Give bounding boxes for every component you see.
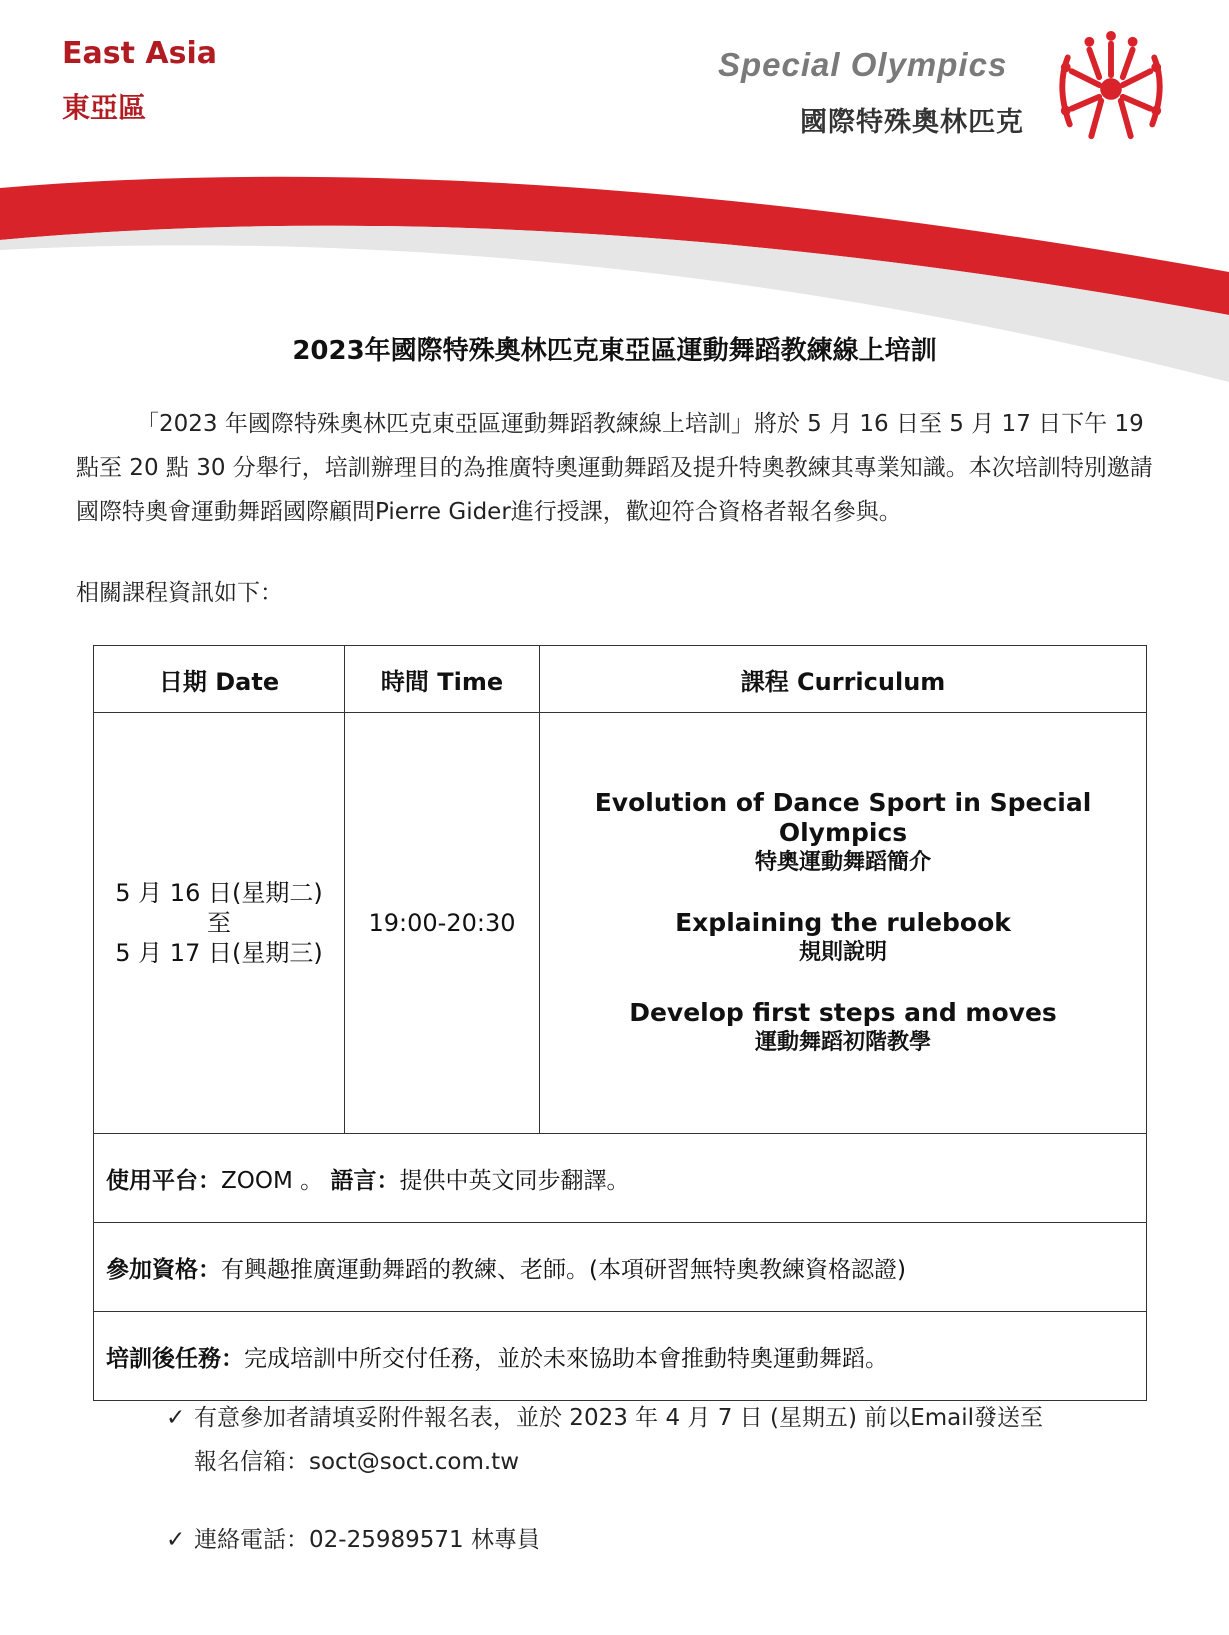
platform-row bbox=[94, 1134, 1147, 1223]
curriculum-item-en: Develop first steps and moves bbox=[629, 998, 1057, 1027]
eligibility-label: 參加資格： bbox=[106, 1256, 221, 1283]
region-name-en: East Asia bbox=[62, 36, 217, 71]
course-table bbox=[93, 645, 1147, 1401]
curriculum-item-zh: 規則說明 bbox=[798, 940, 887, 965]
brand-name-en: Special Olympics bbox=[718, 46, 1008, 83]
curriculum-item bbox=[541, 998, 1145, 1058]
check-mark-icon: ✓ bbox=[166, 1527, 186, 1553]
language-label: 語言： bbox=[330, 1167, 400, 1194]
intro-paragraph: 「2023 年國際特殊奧林匹克東亞區運動舞蹈教練線上培訓」將於 5 月 16 日至 5 月 17 日下午 19 點至 20 點 30 分舉行，培訓辦理目的為推廣特奧運動舞蹈及提升特奧教練其專業知識。本次培訓特別邀請國際特奧會運動舞蹈國際顧問Pierre Gider進行授課，歡迎符合資格者報名參與。 bbox=[76, 411, 1153, 525]
registration-note bbox=[166, 1396, 1043, 1484]
date-to: 至 bbox=[207, 909, 231, 937]
eligibility-cell bbox=[94, 1223, 1147, 1312]
task-cell bbox=[94, 1312, 1147, 1401]
check-mark-icon: ✓ bbox=[166, 1405, 186, 1431]
task-label: 培訓後任務： bbox=[106, 1345, 244, 1372]
registration-line-2: 報名信箱：soct@soct.com.tw bbox=[194, 1449, 520, 1475]
special-olympics-logo-icon bbox=[1052, 28, 1170, 146]
eligibility-row bbox=[94, 1223, 1147, 1312]
registration-line-1: 有意參加者請填妥附件報名表，並於 2023 年 4 月 7 日 (星期五) 前以Email發送至 bbox=[194, 1405, 1044, 1431]
date-end: 5 月 17 日(星期三) bbox=[115, 939, 323, 967]
contact-note bbox=[166, 1518, 540, 1562]
time-header: 時間 Time bbox=[345, 646, 540, 713]
language-value: 提供中英文同步翻譯。 bbox=[399, 1167, 630, 1194]
platform-cell bbox=[94, 1134, 1147, 1223]
schedule-row bbox=[94, 713, 1147, 1134]
date-start: 5 月 16 日(星期二) bbox=[115, 879, 323, 907]
curriculum-item bbox=[541, 908, 1145, 968]
curriculum-item-en: Explaining the rulebook bbox=[675, 908, 1011, 937]
document-title: 2023年國際特殊奧林匹克東亞區運動舞蹈教練線上培訓 bbox=[292, 336, 937, 366]
task-row bbox=[94, 1312, 1147, 1401]
curriculum-cell bbox=[540, 713, 1147, 1134]
curriculum-header: 課程 Curriculum bbox=[540, 646, 1147, 713]
curriculum-item-zh: 特奧運動舞蹈簡介 bbox=[754, 850, 931, 875]
contact-line: 連絡電話：02-25989571 林專員 bbox=[194, 1527, 540, 1553]
time-cell: 19:00-20:30 bbox=[345, 713, 540, 1134]
eligibility-value: 有興趣推廣運動舞蹈的教練、老師。(本項研習無特奧教練資格認證) bbox=[221, 1256, 906, 1283]
date-cell bbox=[94, 713, 345, 1134]
platform-label: 使用平台： bbox=[106, 1167, 221, 1194]
table-header-row bbox=[94, 646, 1147, 713]
course-info-heading: 相關課程資訊如下： bbox=[76, 580, 283, 606]
curriculum-item-zh: 運動舞蹈初階教學 bbox=[754, 1030, 931, 1055]
curriculum-item bbox=[541, 788, 1145, 878]
date-header: 日期 Date bbox=[94, 646, 345, 713]
region-name-zh: 東亞區 bbox=[62, 91, 147, 124]
task-value: 完成培訓中所交付任務，並於未來協助本會推動特奧運動舞蹈。 bbox=[244, 1345, 888, 1372]
brand-name-zh: 國際特殊奧林匹克 bbox=[800, 107, 1024, 138]
platform-value: ZOOM 。 bbox=[221, 1167, 324, 1194]
curriculum-item-en: Evolution of Dance Sport in Special Olympics bbox=[594, 788, 1092, 847]
